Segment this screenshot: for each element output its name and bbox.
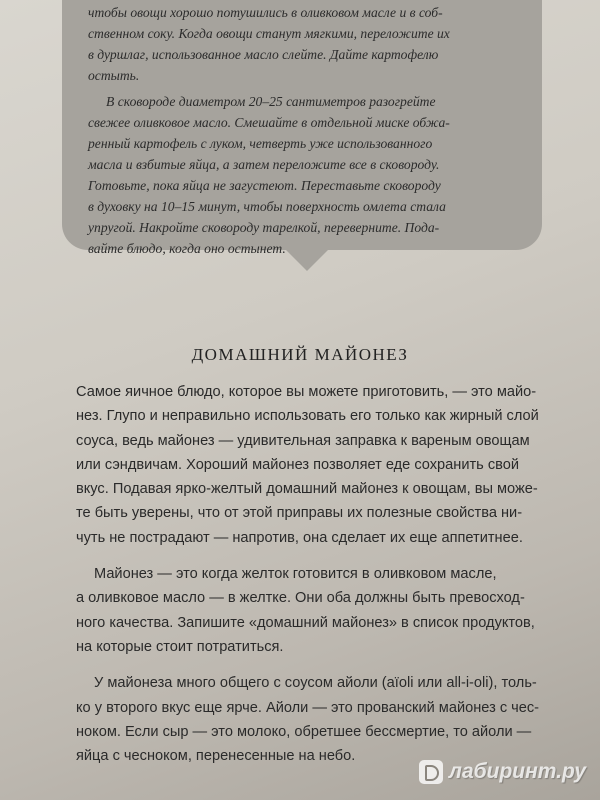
body-line: соуса, ведь майонез — удивительная заправка к вареным овощам — [76, 432, 530, 449]
body-paragraph-3 — [76, 671, 538, 768]
body-line: на которые стоит потратиться. — [76, 638, 284, 655]
body-line: ко у второго вкус еще ярче. Айоли — это прованский майонез с чес- — [76, 699, 540, 716]
watermark — [419, 760, 586, 784]
body-line: ного качества. Запишите «домашний майонез» в список продуктов, — [76, 614, 535, 631]
body-line: или сэндвичам. Хороший майонез позволяет еде сохранить свой — [76, 456, 519, 473]
recipe-line: упругой. Накройте сковороду тарелкой, переверните. Пода- — [88, 220, 440, 235]
body-paragraph-1 — [76, 380, 538, 550]
recipe-line: в дуршлаг, использованное масло слейте. Дайте картофелю — [88, 47, 439, 62]
recipe-line: ренный картофель с луком, четверть уже использованного — [88, 136, 433, 151]
body-paragraph-2 — [76, 562, 538, 659]
body-text — [76, 380, 538, 768]
body-line: яйца с чесноком, перенесенные на небо. — [76, 748, 356, 765]
section-heading: ДОМАШНИЙ МАЙОНЕЗ — [191, 345, 409, 364]
recipe-line: В сковороде диаметром 20–25 сантиметров разогрейте — [106, 94, 436, 109]
body-line: а оливковое масло — в желтке. Они оба должны быть превосход- — [76, 590, 525, 607]
body-line: те быть уверены, что от этой приправы их полезные свойства ни- — [76, 505, 523, 522]
labirint-logo-icon — [419, 760, 443, 784]
recipe-line: вайте блюдо, когда оно остынет. — [88, 241, 286, 256]
recipe-line: Готовьте, пока яйца не загустеют. Переставьте сковороду — [88, 178, 441, 193]
watermark-text: лабиринт.ру — [448, 760, 586, 783]
recipe-line: чтобы овощи хорошо потушились в оливковом масле и в соб- — [88, 5, 443, 20]
body-line: Самое яичное блюдо, которое вы можете приготовить, — это майо- — [76, 384, 537, 400]
recipe-line: остыть. — [88, 68, 140, 83]
body-line: нез. Глупо и неправильно использовать его только как жирный слой — [76, 408, 539, 425]
recipe-line: ственном соку. Когда овощи станут мягкими, переложите их — [88, 26, 450, 41]
body-line: Майонез — это когда желток готовится в оливковом масле, — [94, 566, 497, 583]
body-line: вкус. Подавая ярко-желтый домашний майонез к овощам, вы може- — [76, 481, 538, 498]
recipe-text — [88, 0, 518, 259]
recipe-paragraph-1 — [88, 0, 518, 86]
body-line: У майонеза много общего с соусом айоли (aïoli или all-i-oli), толь- — [94, 675, 537, 692]
recipe-paragraph-2 — [88, 91, 518, 259]
recipe-line: масла и взбитые яйца, а затем переложите все в сковороду. — [88, 157, 440, 172]
recipe-line: в духовку на 10–15 минут, чтобы поверхность омлета стала — [88, 199, 446, 214]
recipe-line: свежее оливковое масло. Смешайте в отдельной миске обжа- — [88, 115, 450, 130]
body-line: чуть не пострадают — напротив, она сделает их еще аппетитнее. — [76, 529, 523, 546]
body-line: ноком. Если сыр — это молоко, обретшее бессмертие, то айоли — — [76, 723, 532, 740]
